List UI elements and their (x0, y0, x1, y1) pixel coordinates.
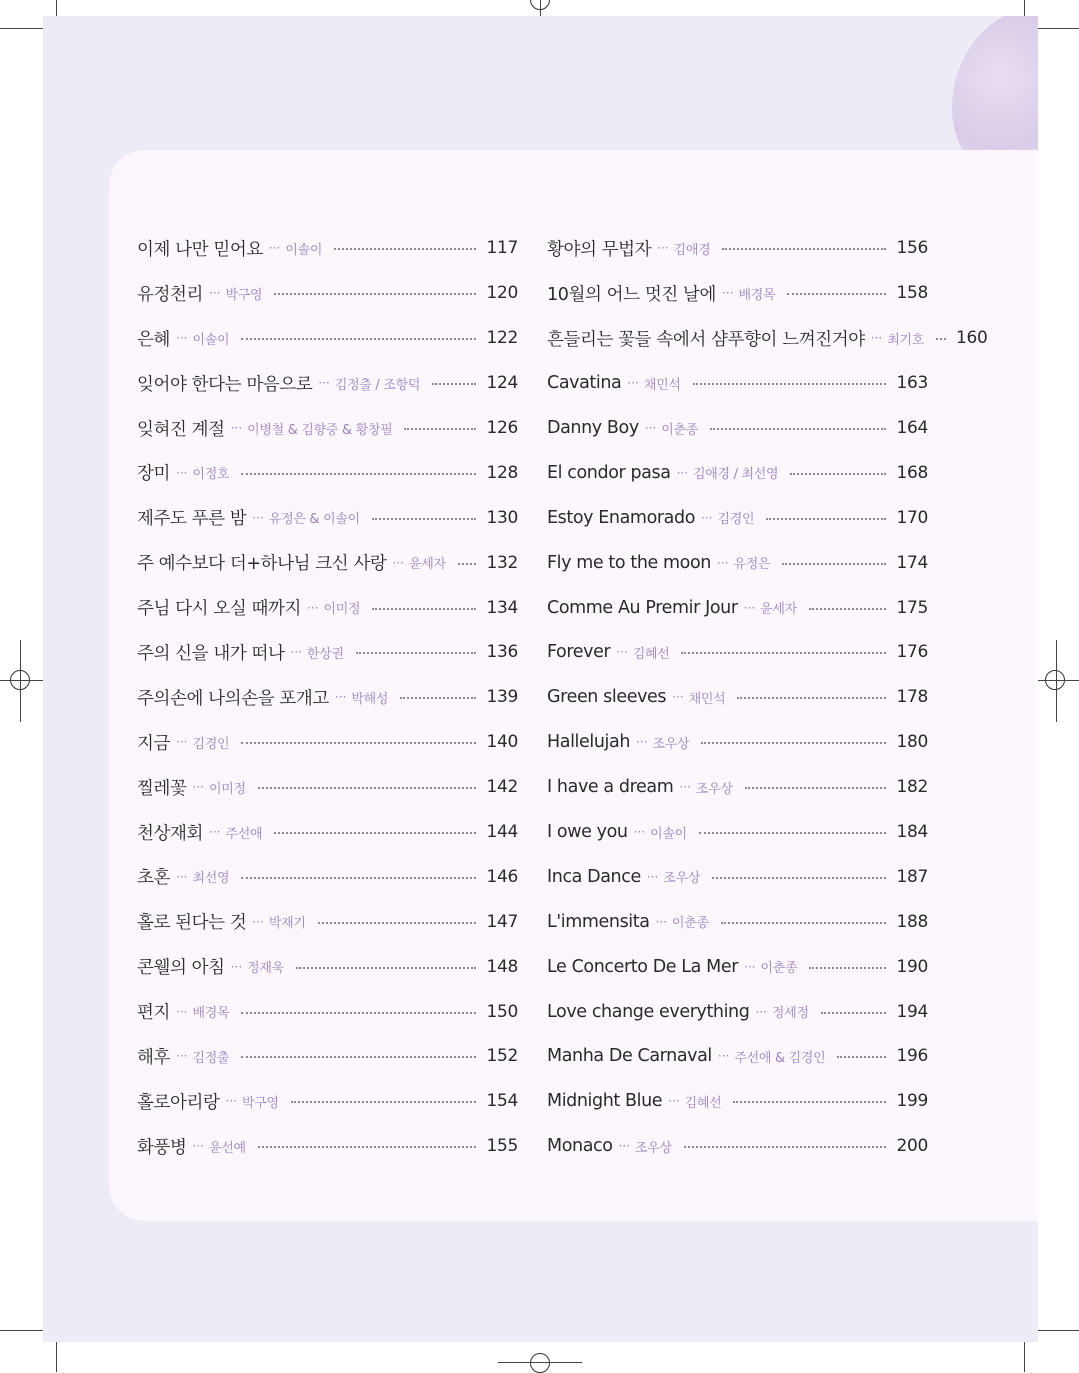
entry-separator: ··· (307, 600, 319, 615)
entry-page-number: 168 (896, 462, 928, 483)
entry-title: 콘웰의 아침 (137, 958, 225, 979)
entry-title: 편지 (137, 1003, 171, 1024)
entry-separator: ··· (176, 465, 188, 480)
registration-line (540, 0, 541, 16)
dot-leader (241, 1012, 476, 1014)
entry-separator: ··· (268, 241, 281, 256)
entry-author: 조우상 (695, 781, 733, 797)
entry-author: 김혜선 (684, 1095, 722, 1111)
entry-separator: ··· (744, 959, 756, 974)
entry-title: L'immensita (547, 911, 650, 932)
entry-author: 김애경 / 최선영 (693, 467, 779, 483)
crop-mark (1038, 28, 1079, 29)
entry-title: 이제 나만 믿어요 (137, 239, 263, 260)
entry-author: 주선애 (225, 826, 263, 842)
entry-title: 장미 (137, 464, 171, 485)
entry-author: 김정출 (192, 1050, 230, 1066)
entry-author: 채민석 (688, 691, 726, 707)
entry-title: 찔레꽃 (137, 778, 187, 799)
entry-page-number: 140 (486, 732, 518, 753)
entry-author: 이병철 & 김향중 & 황창필 (247, 422, 393, 438)
entry-page-number: 156 (896, 238, 928, 259)
entry-separator: ··· (655, 914, 667, 929)
entry-title: Monaco (547, 1136, 613, 1157)
entry-page-number: 122 (486, 328, 518, 349)
toc-entry[interactable] (137, 854, 518, 899)
toc-entry[interactable] (547, 450, 928, 495)
entry-separator: ··· (209, 286, 221, 301)
dot-leader (372, 518, 477, 520)
dot-leader (241, 877, 476, 879)
entry-title: I owe you (547, 822, 628, 843)
entry-title: Inca Dance (547, 866, 641, 887)
entry-title: 유정천리 (137, 284, 204, 305)
toc-entry[interactable] (137, 989, 518, 1034)
dot-leader (721, 922, 887, 924)
dot-leader (790, 473, 886, 475)
registration-line (20, 640, 21, 722)
entry-title: I have a dream (547, 777, 674, 798)
entry-author: 이미정 (208, 781, 246, 797)
entry-page-number: 142 (486, 777, 518, 798)
entry-title: 10월의 어느 멋진 날에 (547, 284, 716, 305)
entry-page-number: 139 (486, 687, 518, 708)
toc-entry[interactable] (547, 675, 928, 720)
entry-title: Le Concerto De La Mer (547, 956, 739, 977)
entry-title: 화풍병 (137, 1137, 187, 1158)
entry-page-number: 148 (486, 956, 518, 977)
dot-leader (821, 1012, 887, 1014)
toc-entry[interactable] (547, 316, 988, 361)
entry-author: 채민석 (643, 377, 681, 393)
entry-separator: ··· (252, 914, 264, 929)
entry-author: 이솔이 (285, 242, 323, 258)
registration-line (498, 1362, 582, 1363)
dot-leader (458, 563, 477, 565)
entry-author: 박해성 (351, 691, 389, 707)
registration-line (1038, 680, 1079, 681)
dot-leader (258, 1146, 477, 1148)
entry-title: Midnight Blue (547, 1091, 663, 1112)
toc-entry[interactable] (137, 899, 518, 944)
entry-page-number: 180 (896, 732, 928, 753)
entry-page-number: 136 (486, 642, 518, 663)
entry-title: Love change everything (547, 1001, 750, 1022)
entry-page-number: 160 (955, 328, 988, 349)
entry-title: 주 예수보다 더+하나님 크신 사랑 (137, 554, 387, 575)
entry-author: 김경인 (192, 736, 230, 752)
entry-separator: ··· (318, 376, 330, 391)
entry-separator: ··· (676, 465, 689, 480)
entry-title: Cavatina (547, 373, 622, 394)
entry-title: Forever (547, 642, 611, 663)
registration-line (1056, 640, 1057, 722)
dot-leader (296, 967, 477, 969)
entry-title: 천상재회 (137, 823, 204, 844)
entry-title: 홀로 된다는 것 (137, 913, 247, 934)
dot-leader (681, 652, 886, 654)
entry-separator: ··· (717, 1049, 730, 1064)
entry-title: Hallelujah (547, 732, 631, 753)
entry-separator: ··· (392, 555, 404, 570)
dot-leader (745, 787, 887, 789)
entry-page-number: 170 (896, 507, 928, 528)
toc-entry[interactable] (137, 406, 518, 451)
crop-mark (0, 1330, 43, 1331)
toc-column-left (137, 226, 518, 1169)
toc-entry[interactable] (137, 810, 518, 855)
entry-author: 이미정 (323, 602, 361, 618)
toc-entry[interactable] (547, 810, 928, 855)
entry-separator: ··· (668, 1094, 680, 1109)
entry-page-number: 176 (896, 642, 928, 663)
entry-page-number: 184 (896, 822, 928, 843)
entry-title: Danny Boy (547, 418, 639, 438)
toc-entry[interactable] (547, 271, 928, 316)
entry-author: 이춘종 (661, 422, 699, 438)
entry-title: 잊어야 한다는 마음으로 (137, 374, 313, 395)
entry-separator: ··· (176, 1004, 188, 1019)
entry-separator: ··· (627, 376, 639, 391)
entry-author: 정세정 (771, 1006, 809, 1022)
entry-page-number: 117 (486, 238, 518, 259)
entry-title: 주의 신을 내가 떠나 (137, 643, 285, 664)
entry-separator: ··· (176, 331, 188, 346)
entry-author: 배경목 (192, 1006, 230, 1022)
toc-entry[interactable] (137, 720, 518, 765)
entry-author: 유정은 (733, 557, 771, 573)
toc-entry[interactable] (137, 675, 518, 720)
entry-title: 제주도 푸른 밤 (137, 509, 247, 530)
entry-title: 황야의 무법자 (547, 239, 652, 260)
toc-entry[interactable] (547, 1079, 928, 1124)
crop-mark (1024, 1342, 1025, 1372)
dot-leader (258, 787, 477, 789)
dot-leader (710, 428, 886, 430)
entry-separator: ··· (176, 1049, 188, 1064)
dot-leader (699, 832, 887, 834)
toc-entry[interactable] (137, 1124, 518, 1169)
entry-author: 최기호 (887, 332, 924, 348)
entry-title: Fly me to the moon (547, 552, 711, 573)
entry-author: 윤선예 (208, 1140, 246, 1156)
entry-page-number: 163 (896, 373, 928, 394)
dot-leader (334, 248, 476, 250)
entry-page-number: 155 (486, 1136, 518, 1157)
dot-leader (241, 473, 476, 475)
entry-author: 조우상 (635, 1140, 672, 1156)
toc-entry[interactable] (137, 450, 518, 495)
dot-leader (684, 1146, 887, 1148)
dot-leader (400, 697, 476, 699)
entry-title: Manha De Carnaval (547, 1046, 712, 1067)
entry-separator: ··· (209, 825, 221, 840)
entry-separator: ··· (334, 690, 347, 705)
dot-leader (404, 428, 476, 430)
entry-separator: ··· (225, 1094, 237, 1109)
entry-author: 김혜선 (632, 646, 670, 662)
toc-entry[interactable] (547, 765, 928, 810)
entry-author: 배경목 (738, 287, 776, 303)
entry-title: 흔들리는 꽃들 속에서 샴푸향이 느껴진거야 (547, 329, 865, 350)
entry-separator: ··· (230, 959, 243, 974)
entry-page-number: 130 (486, 507, 518, 528)
toc-entry[interactable] (547, 630, 928, 675)
entry-separator: ··· (657, 241, 669, 256)
entry-author: 윤세자 (408, 557, 446, 573)
entry-separator: ··· (636, 735, 648, 750)
dot-leader (782, 563, 886, 565)
entry-title: 초혼 (137, 868, 171, 889)
entry-separator: ··· (755, 1004, 767, 1019)
entry-separator: ··· (646, 869, 659, 884)
entry-title: Estoy Enamorado (547, 507, 696, 528)
entry-title: 은혜 (137, 329, 171, 350)
entry-page-number: 132 (486, 552, 518, 573)
toc-entry[interactable] (547, 406, 928, 451)
toc-entry[interactable] (547, 226, 928, 271)
entry-title: 해후 (137, 1047, 171, 1068)
entry-separator: ··· (618, 1139, 631, 1154)
entry-title: 홀로아리랑 (137, 1092, 220, 1113)
entry-author: 이솔이 (650, 826, 687, 842)
registration-mark-bottom (530, 1353, 550, 1373)
entry-page-number: 134 (486, 597, 518, 618)
entry-page-number: 126 (486, 418, 518, 438)
entry-title: El condor pasa (547, 462, 671, 483)
entry-page-number: 199 (896, 1091, 928, 1112)
entry-author: 정재욱 (247, 961, 284, 977)
crop-mark (0, 28, 43, 29)
toc-entry[interactable] (547, 361, 928, 406)
dot-leader (712, 877, 886, 879)
entry-separator: ··· (722, 286, 734, 301)
entry-author: 최선영 (192, 871, 230, 887)
entry-page-number: 150 (486, 1001, 518, 1022)
entry-separator: ··· (230, 421, 243, 435)
entry-separator: ··· (252, 510, 264, 525)
entry-title: Comme Au Premir Jour (547, 597, 738, 618)
entry-page-number: 194 (896, 1001, 928, 1022)
entry-page-number: 174 (896, 552, 928, 573)
toc-entry[interactable] (547, 989, 928, 1034)
dot-leader (274, 832, 476, 834)
toc-entry[interactable] (547, 720, 928, 765)
toc-entry[interactable] (137, 1034, 518, 1079)
toc-entry[interactable] (137, 495, 518, 540)
entry-author: 이춘종 (672, 916, 709, 932)
entry-author: 한상권 (306, 646, 344, 662)
entry-author: 박재기 (268, 916, 306, 932)
dot-leader (936, 338, 946, 340)
entry-author: 김애경 (673, 242, 711, 258)
toc-entry[interactable] (137, 1079, 518, 1124)
dot-leader (432, 383, 476, 385)
dot-leader (701, 742, 886, 744)
entry-author: 조우상 (652, 736, 690, 752)
toc-entry[interactable] (547, 899, 928, 944)
toc-entry[interactable] (137, 630, 518, 675)
entry-author: 김정출 / 조항덕 (334, 377, 421, 393)
entry-page-number: 187 (896, 866, 928, 887)
entry-page-number: 175 (896, 597, 928, 618)
toc-entry[interactable] (547, 944, 928, 989)
entry-author: 이정호 (192, 467, 230, 483)
dot-leader (241, 338, 476, 340)
entry-separator: ··· (176, 735, 188, 750)
crop-mark (56, 1342, 57, 1372)
dot-leader (274, 293, 476, 295)
dot-leader (737, 697, 886, 699)
toc-column-right (547, 226, 988, 1169)
entry-page-number: 128 (486, 462, 518, 483)
registration-line (0, 680, 43, 681)
entry-separator: ··· (679, 780, 691, 795)
dot-leader (291, 1101, 477, 1103)
entry-title: 주의손에 나의손을 포개고 (137, 688, 329, 709)
entry-separator: ··· (192, 780, 204, 795)
entry-author: 윤세자 (760, 602, 797, 618)
dot-leader (241, 1056, 476, 1058)
entry-page-number: 144 (486, 822, 518, 843)
entry-title: 잊혀진 계절 (137, 419, 225, 440)
entry-page-number: 124 (486, 373, 518, 394)
entry-page-number: 190 (896, 956, 928, 977)
entry-author: 박구영 (241, 1095, 279, 1111)
dot-leader (722, 248, 886, 250)
dot-leader (241, 742, 476, 744)
dot-leader (693, 383, 887, 385)
dot-leader (733, 1101, 886, 1103)
entry-page-number: 188 (896, 911, 928, 932)
entry-separator: ··· (176, 869, 188, 884)
crop-mark (1038, 1330, 1079, 1331)
toc-entry[interactable] (137, 361, 518, 406)
toc-entry[interactable] (137, 765, 518, 810)
entry-author: 박구영 (225, 287, 263, 303)
entry-page-number: 178 (896, 687, 928, 708)
entry-page-number: 120 (486, 283, 518, 304)
entry-page-number: 200 (896, 1136, 928, 1157)
entry-separator: ··· (633, 825, 646, 840)
entry-separator: ··· (743, 600, 756, 615)
toc-entry[interactable] (547, 1124, 928, 1169)
entry-author: 조우상 (663, 871, 701, 887)
entry-separator: ··· (644, 421, 657, 435)
entry-page-number: 158 (896, 283, 928, 304)
entry-title: 지금 (137, 733, 171, 754)
crop-mark (1024, 0, 1025, 16)
toc-entry[interactable] (547, 1034, 928, 1079)
dot-leader (372, 608, 476, 610)
dot-leader (787, 293, 886, 295)
entry-page-number: 146 (486, 866, 518, 887)
entry-separator: ··· (870, 331, 883, 346)
entry-page-number: 164 (896, 418, 928, 438)
dot-leader (318, 922, 477, 924)
toc-entry[interactable] (547, 540, 928, 585)
entry-separator: ··· (672, 690, 684, 705)
toc-entry[interactable] (547, 854, 928, 899)
entry-separator: ··· (701, 510, 713, 525)
entry-page-number: 182 (896, 777, 928, 798)
entry-page-number: 196 (896, 1046, 928, 1067)
dot-leader (809, 608, 887, 610)
dot-leader (837, 1056, 886, 1058)
toc-entry[interactable] (547, 585, 928, 630)
toc-entry[interactable] (547, 495, 928, 540)
toc-entry[interactable] (137, 540, 518, 585)
toc-entry[interactable] (137, 271, 518, 316)
entry-author: 김경인 (717, 512, 755, 528)
entry-separator: ··· (616, 645, 628, 660)
entry-page-number: 152 (486, 1046, 518, 1067)
dot-leader (356, 652, 477, 654)
entry-title: 주님 다시 오실 때까지 (137, 599, 302, 620)
entry-author: 이춘종 (760, 961, 798, 977)
toc-entry[interactable] (137, 944, 518, 989)
entry-title: Green sleeves (547, 687, 667, 708)
entry-author: 이솔이 (192, 332, 230, 348)
entry-separator: ··· (717, 555, 729, 570)
entry-author: 주선애 & 김경인 (734, 1050, 826, 1066)
entry-separator: ··· (192, 1139, 204, 1154)
entry-page-number: 154 (486, 1091, 518, 1112)
entry-separator: ··· (290, 645, 302, 660)
dot-leader (809, 967, 886, 969)
crop-mark (56, 0, 57, 16)
toc-entry[interactable] (137, 585, 518, 630)
toc-entry[interactable] (137, 316, 518, 361)
dot-leader (766, 518, 886, 520)
toc-entry[interactable] (137, 226, 518, 271)
entry-author: 유정은 & 이솔이 (268, 512, 360, 528)
entry-page-number: 147 (486, 911, 518, 932)
